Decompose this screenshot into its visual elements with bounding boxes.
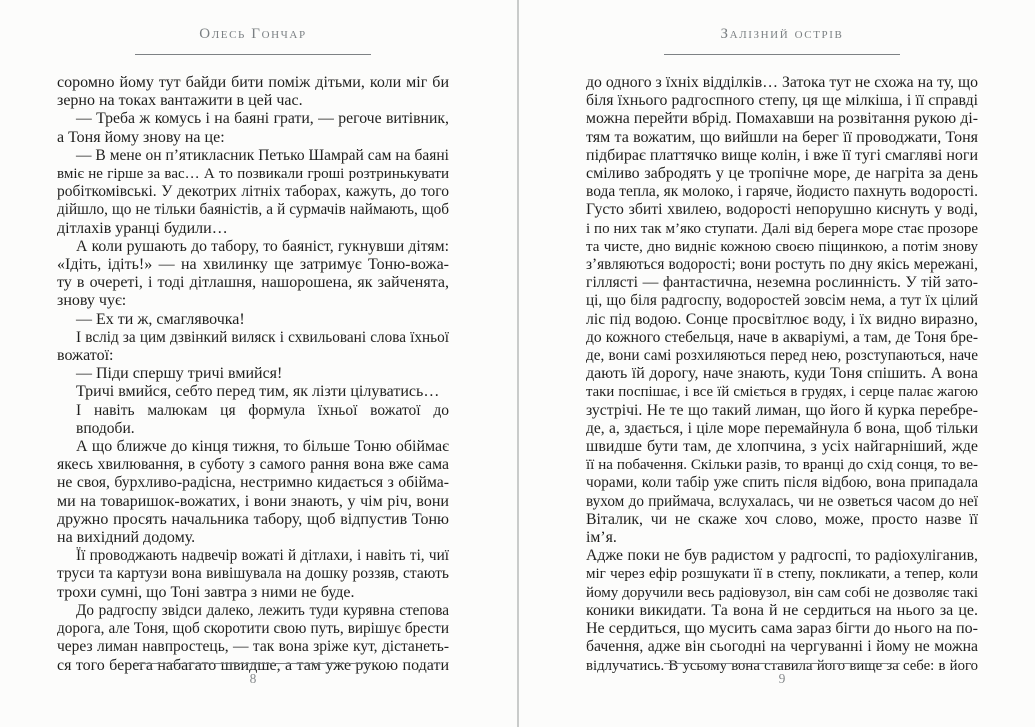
text-line: зустрічі. Не те що такий лиман, що його й курка перебре- bbox=[586, 401, 978, 419]
text-line: Густо збиті хвилею, водорості непорушно киснуть у воді, bbox=[586, 201, 978, 219]
text-line: Віталик, чи не скаже хоч слово, може, просто назве її ім’я. bbox=[586, 510, 978, 547]
text-line: А коли рушають до табору, то баяніст, гукнувши дітям: bbox=[76, 237, 449, 255]
text-line: ці, що біля радгоспу, водоростей зовсім нема, а тут їх цілий bbox=[586, 292, 978, 310]
text-line: дружно просять начальника табору, щоб відпустив Тоню bbox=[57, 510, 449, 528]
text-line: вожатої: bbox=[57, 347, 114, 365]
text-line: «Ідіть, ідіть!» — на хвилинку ще затримує Тоню-вожа- bbox=[57, 256, 449, 274]
text-line: — Треба ж комусь і на баяні грати, — регоче витівник, bbox=[76, 110, 449, 128]
page-left bbox=[57, 0, 449, 727]
text-line: дають їй дорогу, наче знають, куди Тоня спішить. А вона bbox=[586, 365, 978, 383]
text-line: вміє не гірше за вас… А то позвикали гроші розтринькувати bbox=[57, 166, 449, 183]
text-line: не своя, бурхливо-радісна, нестримно кидається з обійма- bbox=[57, 474, 449, 492]
text-line: коники викидати. Та вона й не сердиться на нього за це. bbox=[586, 601, 978, 619]
text-line: якесь хвилювання, в суботу з самого рання вона вже сама bbox=[57, 456, 449, 474]
text-line: а Тоня йому знову на це: bbox=[57, 128, 225, 146]
text-line: — Ех ти ж, смаглявочка! bbox=[76, 310, 245, 328]
text-line: і по них так м’яко ступати. Далі від берега море стає прозоре bbox=[586, 220, 978, 237]
text-line: чорами, коли табір уже спить після відбою, вона припадала bbox=[586, 474, 978, 492]
text-line: відлучатись. В усьому вона ставила його вище за себе: в його bbox=[586, 657, 978, 674]
text-line: Адже поки не був радистом у радгоспі, то радіохуліганив, bbox=[586, 547, 978, 565]
text-line: А що ближче до кінця тижня, то більше Тоню обіймає bbox=[76, 438, 449, 456]
footer-rule-left bbox=[135, 663, 371, 664]
text-line: робіткомівські. У декотрих літніх таборах, кажуть, до того bbox=[57, 183, 449, 201]
text-line: вода тепла, як молоко, і гаряче, йодисто пахнуть водорості. bbox=[586, 183, 978, 201]
text-line: зерно на токах вантажити в цей час. bbox=[57, 92, 303, 110]
page-number-left: 8 bbox=[249, 671, 257, 686]
text-line: дітлахів уранці будили… bbox=[57, 219, 228, 237]
text-line: І навіть малюкам ця формула їхньої вожатої до вподоби. bbox=[76, 401, 449, 437]
text-line: можна перейти вбрід. Помахавши на розвітання рукою ді- bbox=[586, 110, 978, 128]
text-line: ліс під водою. Сонце просвітлює воду, і їх видно виразно, bbox=[586, 310, 978, 328]
footer-rule-right bbox=[664, 663, 900, 664]
text-line: ся того берега набагато швидше, а там уже рукою подати bbox=[57, 656, 449, 674]
text-line: труси та картузи вона вивішувала на дошку роззяв, стають bbox=[57, 565, 449, 583]
text-line: де, вони самі розхиляються перед нею, розступаються, наче bbox=[586, 347, 978, 365]
text-line: бачення, адже він сьогодні на чергуванні і йому не можна bbox=[586, 638, 978, 656]
running-header-left: Олесь Гончар bbox=[199, 26, 307, 42]
text-line: до кожного стебельця, наче в акваріумі, а там, де Тоня бре- bbox=[586, 328, 978, 346]
header-rule-left bbox=[135, 54, 371, 55]
text-line: До радгоспу звідси далеко, лежить туди курявна степова bbox=[76, 601, 449, 619]
text-line: Тричі вмийся, себто перед тим, як лізти цілуватись… bbox=[76, 383, 440, 401]
text-line: — В мене он п’ятикласник Петько Шамрай сам на баяні bbox=[76, 146, 449, 164]
text-line: де, а, здається, і ціле море перемайнула б вона, щоб тільки bbox=[586, 419, 978, 437]
text-line: знову чує: bbox=[57, 292, 127, 310]
text-line: Її проводжають надвечір вожаті й дітлахи, і навіть ті, чиї bbox=[76, 547, 449, 565]
text-line: міг через ефір розшукати її в степу, покликати, а тепер, коли bbox=[586, 566, 978, 583]
text-line: таки поспішає, і все їй сміється в грудях, і серце палає жагою bbox=[586, 384, 978, 401]
header-rule-right bbox=[664, 54, 900, 55]
text-line: швидше бути там, де хлопчина, з усіх найгарніший, жде bbox=[586, 438, 978, 456]
page-text-left bbox=[57, 74, 449, 675]
text-line: з’являються водорості; вони ростуть по дну якісь мережані, bbox=[586, 256, 978, 274]
text-line: та чисте, дно видніє кожною своєю піщинкою, а потім знову bbox=[586, 238, 978, 255]
page-text-right bbox=[586, 74, 978, 675]
text-line: сміливо забродять у це тропічне море, де нагріта за день bbox=[586, 165, 978, 183]
text-line: біля їхнього радгоспного степу, ця ще мілкіша, і її справді bbox=[586, 92, 978, 110]
text-line: на вихідний додому. bbox=[57, 529, 196, 547]
text-line: до одного з їхніх відділків… Затока тут не схожа на ту, що bbox=[586, 74, 978, 91]
text-line: через лиман навпростець, — так вона зріже кут, дістанеть- bbox=[57, 638, 449, 656]
text-line: дорога, але Тоня, щоб скоротити свою путь, вирішує брести bbox=[57, 620, 449, 638]
text-line: трохи сумні, що Тоні завтра з ними не буде. bbox=[57, 583, 355, 601]
text-line: соромно йому тут байди бити поміж дітьми, коли міг би bbox=[57, 74, 449, 91]
page-right bbox=[586, 0, 978, 727]
text-line: ту в очереті, і тоді дітлашня, нашорошена, як зайченята, bbox=[57, 274, 449, 292]
text-line: тям та вожатим, що вийшли на берег її проводжати, Тоня bbox=[586, 128, 978, 146]
text-line: дійшло, що не тільки баяністів, а й сурмачів наймають, щоб bbox=[57, 201, 449, 219]
text-line: гіллясті — фантастична, неземна рослинність. У тій зато- bbox=[586, 274, 978, 292]
text-line: І вслід за цим дзвінкий виляск і схвильовані слова їхньої bbox=[76, 328, 449, 346]
text-line: її на побачення. Скільки разів, то вранці до схід сонця, то ве- bbox=[586, 457, 978, 474]
text-line: Не сердиться, що мусить сама зараз бігти до нього на по- bbox=[586, 620, 978, 638]
page-divider bbox=[517, 0, 519, 727]
page-number-right: 9 bbox=[778, 671, 786, 686]
text-line: — Піди спершу тричі вмийся! bbox=[76, 365, 283, 383]
text-line: підбирає платтячко вище колін, і вже її тугі смагляві ноги bbox=[586, 146, 978, 164]
text-line: йому доручили весь радіовузол, він сам собі не дозволяє такі bbox=[586, 584, 978, 601]
running-header-right: Залізний острів bbox=[720, 26, 844, 42]
text-line: ми на товаришок-вожатих, і вони знають, у чім річ, вони bbox=[57, 492, 449, 510]
text-line: вухом до приймача, вслухалась, чи не озветься часом до неї bbox=[586, 492, 978, 510]
